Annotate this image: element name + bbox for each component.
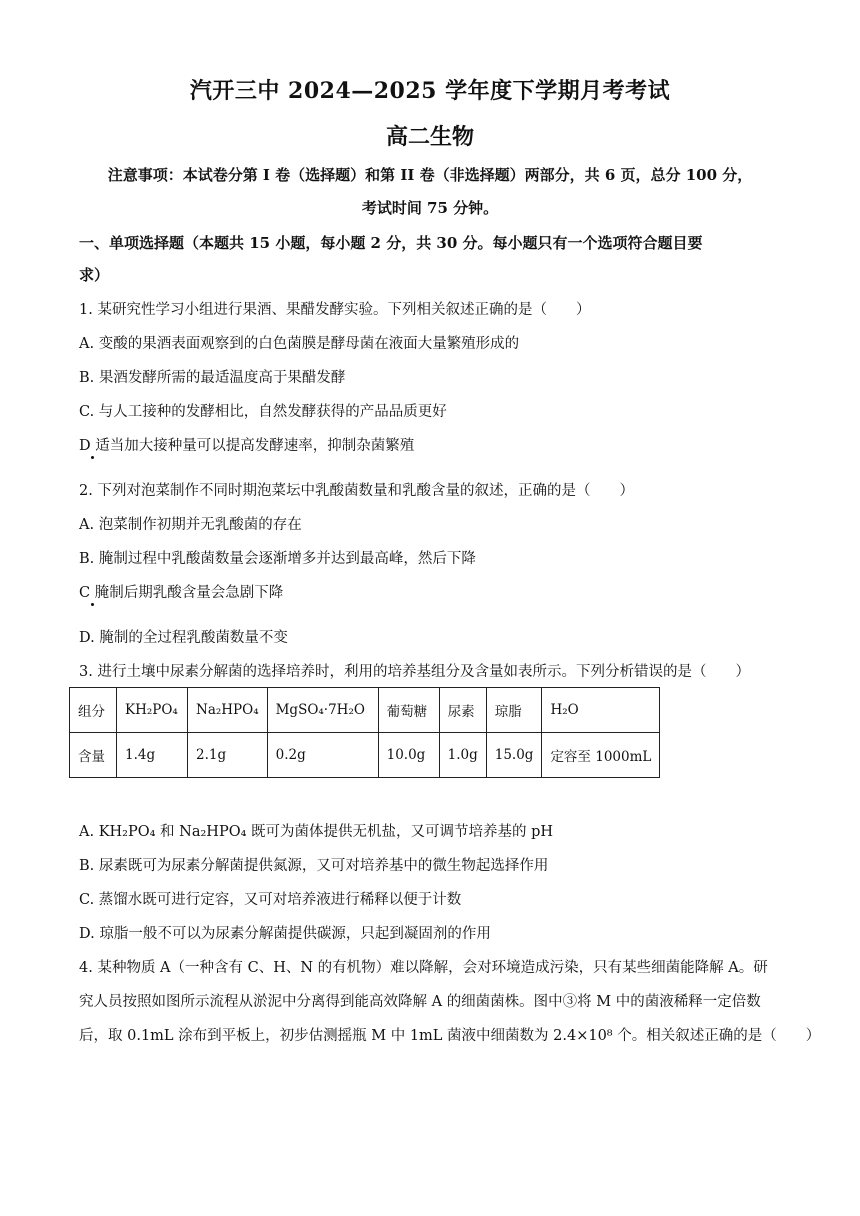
question-2-option-a: A. 泡菜制作初期并无乳酸菌的存在 xyxy=(79,517,302,533)
question-1-option-a: A. 变酸的果酒表面观察到的白色菌膜是酵母菌在液面大量繁殖形成的 xyxy=(79,336,520,352)
table-cell: 0.2g xyxy=(267,733,378,778)
question-3-option-c: C. 蒸馏水既可进行定容，又可对培养液进行稀释以便于计数 xyxy=(79,892,462,908)
question-4-stem-line-2: 究人员按照如图所示流程从淤泥中分离得到能高效降解 A 的细菌菌株。图中③将 M 中的菌液稀释一定倍数 xyxy=(79,994,761,1010)
table-cell: 含量 xyxy=(70,733,117,778)
question-3-option-d: D. 琼脂一般不可以为尿素分解菌提供碳源，只起到凝固剂的作用 xyxy=(79,926,491,942)
table-cell: 定容至 1000mL xyxy=(542,733,660,778)
question-3-option-a: A. KH₂PO₄ 和 Na₂HPO₄ 既可为菌体提供无机盐，又可调节培养基的 pH xyxy=(79,824,554,840)
medium-composition-table xyxy=(69,687,660,778)
section-heading-line-2: 求） xyxy=(79,266,110,284)
question-2-option-c: C 腌制后期乳酸含量会急剧下降 xyxy=(79,585,284,601)
question-1-option-d: D 适当加大接种量可以提高发酵速率，抑制杂菌繁殖 xyxy=(79,438,415,454)
exam-title: 汽开三中 2024—2025 学年度下学期月考考试 xyxy=(189,78,671,104)
table-cell: MgSO₄·7H₂O xyxy=(267,688,378,733)
table-row xyxy=(70,688,660,733)
table-cell: 10.0g xyxy=(378,733,439,778)
table-cell: 尿素 xyxy=(439,688,486,733)
question-4-stem-line-1: 4. 某种物质 A（一种含有 C、H、N 的有机物）难以降解，会对环境造成污染，只有某些细菌能降解 A。研 xyxy=(79,960,768,976)
question-2-option-d: D. 腌制的全过程乳酸菌数量不变 xyxy=(79,630,288,646)
table-cell: 1.4g xyxy=(117,733,188,778)
table-cell: 琼脂 xyxy=(486,688,542,733)
section-heading-line-1: 一、单项选择题（本题共 15 小题，每小题 2 分，共 30 分。每小题只有一个选项符合题目要 xyxy=(79,234,703,252)
question-2-stem: 2. 下列对泡菜制作不同时期泡菜坛中乳酸菌数量和乳酸含量的叙述，正确的是（ ） xyxy=(79,483,634,499)
table-cell: 葡萄糖 xyxy=(378,688,439,733)
table-cell: KH₂PO₄ xyxy=(117,688,188,733)
question-1-option-c: C. 与人工接种的发酵相比，自然发酵获得的产品品质更好 xyxy=(79,404,447,420)
question-1-option-b: B. 果酒发酵所需的最适温度高于果醋发酵 xyxy=(79,370,346,386)
table-cell: 1.0g xyxy=(439,733,486,778)
table-cell: 组分 xyxy=(70,688,117,733)
question-3-option-b: B. 尿素既可为尿素分解菌提供氮源，又可对培养基中的微生物起选择作用 xyxy=(79,858,549,874)
exam-subject: 高二生物 xyxy=(385,124,474,150)
table-cell: Na₂HPO₄ xyxy=(188,688,268,733)
table-cell: 2.1g xyxy=(188,733,268,778)
dot-mark xyxy=(91,603,94,606)
notice-line-1: 注意事项：本试卷分第 I 卷（选择题）和第 II 卷（非选择题）两部分，共 6 页，总分 100 分， xyxy=(107,166,753,184)
notice-line-2: 考试时间 75 分钟。 xyxy=(361,199,499,217)
dot-mark xyxy=(91,456,94,459)
table-cell: 15.0g xyxy=(486,733,542,778)
question-3-stem: 3. 进行土壤中尿素分解菌的选择培养时，利用的培养基组分及含量如表所示。下列分析错误的是（ ） xyxy=(79,664,750,680)
question-1-stem: 1. 某研究性学习小组进行果酒、果醋发酵实验。下列相关叙述正确的是（ ） xyxy=(79,302,591,318)
question-2-option-b: B. 腌制过程中乳酸菌数量会逐渐增多并达到最高峰，然后下降 xyxy=(79,551,476,567)
table-cell: H₂O xyxy=(542,688,660,733)
table-row xyxy=(70,733,660,778)
question-4-stem-line-3: 后，取 0.1mL 涂布到平板上，初步估测摇瓶 M 中 1mL 菌液中细菌数为 2.4×10⁸ 个。相关叙述正确的是（ ） xyxy=(79,1028,821,1044)
